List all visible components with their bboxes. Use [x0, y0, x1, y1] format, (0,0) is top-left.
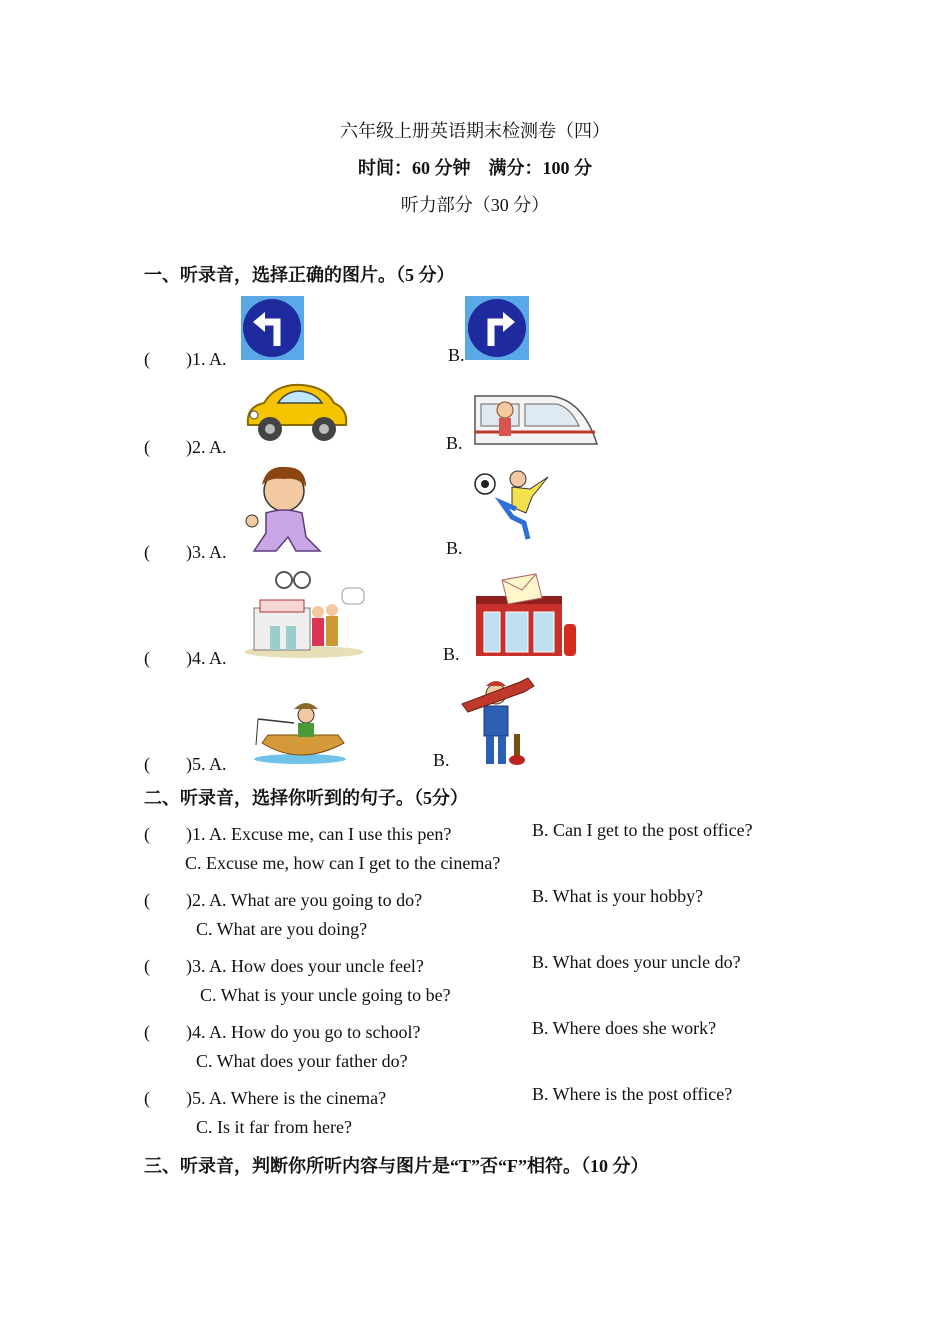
soccer-player-icon [472, 467, 552, 543]
s1-item3-label: ( )3. A. [144, 542, 227, 562]
s2-item1-b: B. Can I get to the post office? [532, 820, 753, 840]
s1-item5-label: ( )5. A. [144, 754, 227, 774]
s2-item2-c: C. What are you doing? [196, 919, 368, 939]
s1-item4-b: B. [443, 644, 460, 664]
train-icon [471, 386, 599, 446]
car-icon [242, 381, 350, 449]
section3-heading: 三、听录音，判断你所听内容与图片是“T”否“F”相符。（10 分） [144, 1156, 649, 1176]
turn-right-sign-icon [465, 296, 529, 360]
fisherman-boat-icon [252, 693, 348, 765]
s2-item2-b: B. What is your hobby? [532, 886, 704, 906]
turn-left-sign-icon [241, 296, 304, 360]
section1-heading: 一、听录音，选择正确的图片。（5 分） [144, 265, 455, 285]
s1-item1-label: ( )1. A. [144, 349, 227, 369]
s2-item2-a: ( )2. A. What are you going to do? [144, 890, 423, 910]
s2-item4-a: ( )4. A. How do you go to school? [144, 1022, 421, 1042]
s2-item4-c: C. What does your father do? [196, 1051, 408, 1071]
s1-item4-label: ( )4. A. [144, 648, 227, 668]
plumber-icon [458, 674, 538, 768]
kung-fu-boy-icon [240, 463, 332, 555]
exam-meta: 时间：60 分钟 满分：100 分 [358, 158, 592, 178]
section2-heading: 二、听录音，选择你听到的句子。（5分） [144, 788, 468, 808]
s1-item1-b: B. [448, 345, 465, 365]
s1-item3-b: B. [446, 538, 463, 558]
part-title: 听力部分（30 分） [400, 195, 550, 215]
s2-item5-b: B. Where is the post office? [532, 1084, 733, 1104]
page-title: 六年级上册英语期末检测卷（四） [340, 121, 610, 141]
s2-item4-b: B. Where does she work? [532, 1018, 717, 1038]
s2-item5-a: ( )5. A. Where is the cinema? [144, 1088, 387, 1108]
s1-item2-b: B. [446, 433, 463, 453]
s1-item5-b: B. [433, 750, 450, 770]
cinema-icon [240, 568, 368, 660]
s1-item2-label: ( )2. A. [144, 437, 227, 457]
s2-item1-a: ( )1. A. Excuse me, can I use this pen? [144, 824, 452, 844]
s2-item1-c: C. Excuse me, how can I get to the cinema? [185, 853, 501, 873]
s2-item3-a: ( )3. A. How does your uncle feel? [144, 956, 424, 976]
s2-item3-b: B. What does your uncle do? [532, 952, 741, 972]
s2-item3-c: C. What is your uncle going to be? [200, 985, 451, 1005]
post-office-icon [474, 572, 578, 658]
s2-item5-c: C. Is it far from here? [196, 1117, 352, 1137]
